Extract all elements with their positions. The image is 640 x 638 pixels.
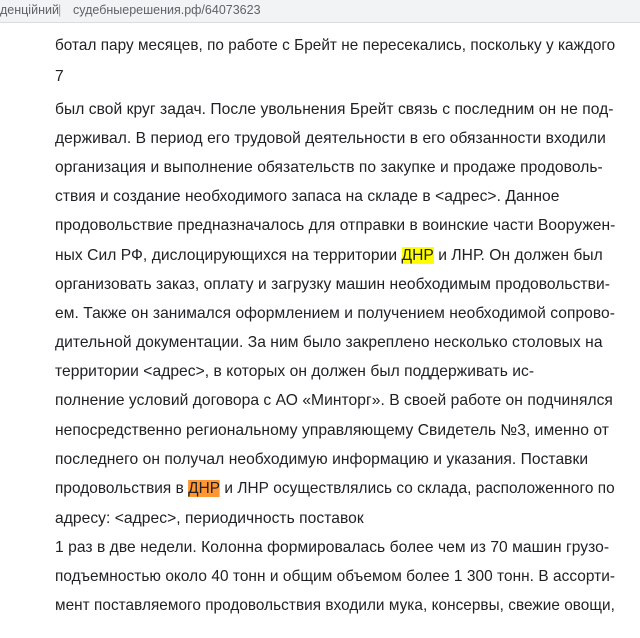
- text-line-7: [55, 246, 603, 266]
- text-segment: продовольствия в: [55, 480, 189, 497]
- text-segment: и ЛНР осуществлялись со склада, расположенного по: [220, 480, 615, 497]
- text-line-11: территории <адрес>, в которых он должен был поддерживать ис-: [55, 363, 535, 380]
- text-line-13: непосредственно региональному управляющему Свидетель №3, именно от: [55, 422, 609, 439]
- page-url[interactable]: судебныерешения.рф/64073623: [73, 3, 261, 17]
- text-line-10: дительной документации. За ним было закреплено несколько столовых на: [55, 334, 603, 351]
- text-line-3: держивал. В период его трудовой деятельности в его обязанности входили: [55, 130, 606, 147]
- text-line-14: последнего он получал необходимую информацию и указания. Поставки: [55, 451, 589, 468]
- search-highlight: ДНР: [401, 247, 434, 264]
- search-highlight-active: ДНР: [188, 480, 221, 497]
- text-line-8: организовать заказ, оплату и загрузку машин необходимым продовольстви-: [55, 276, 610, 293]
- text-line-6: продовольствие предназначалось для отправки в воинские части Вооружен-: [55, 217, 616, 234]
- text-line-19: мент поставляемого продовольствия входили мука, консервы, свежие овощи,: [55, 597, 615, 614]
- breadcrumb-separator: |: [58, 3, 62, 17]
- text-line-17: 1 раз в две недели. Колонна формировалась более чем из 70 машин грузо-: [55, 539, 610, 556]
- text-line-15: [55, 479, 615, 499]
- text-line-9: ем. Также он занимался оформлением и получением необходимой сопрово-: [55, 305, 615, 322]
- page-number: 7: [55, 68, 64, 85]
- text-line-5: ствия и создание необходимого запаса на складе в <адрес>. Данное: [55, 188, 560, 205]
- browser-breadcrumb-bar: [0, 0, 640, 23]
- text-line-4: организация и выполнение обязательств по закупке и продаже продоволь-: [55, 159, 603, 176]
- text-line-2: был свой круг задач. После увольнения Брейт связь с последним он не под-: [55, 101, 614, 118]
- text-line-1: ботал пару месяцев, по работе с Брейт не пересекались, поскольку у каждого: [55, 37, 616, 54]
- breadcrumb-site-name[interactable]: денційний: [0, 3, 59, 17]
- text-line-16: адресу: <адрес>, периодичность поставок: [55, 510, 364, 527]
- text-line-18: подъемностью около 40 тонн и общим объемом более 1 300 тонн. В ассорти-: [55, 568, 616, 585]
- text-segment: и ЛНР. Он должен был: [433, 247, 603, 264]
- text-line-12: полнение условий договора с АО «Минторг». В своей работе он подчинялся: [55, 392, 613, 409]
- text-segment: ных Сил РФ, дислоцирующихся на территории: [55, 247, 402, 264]
